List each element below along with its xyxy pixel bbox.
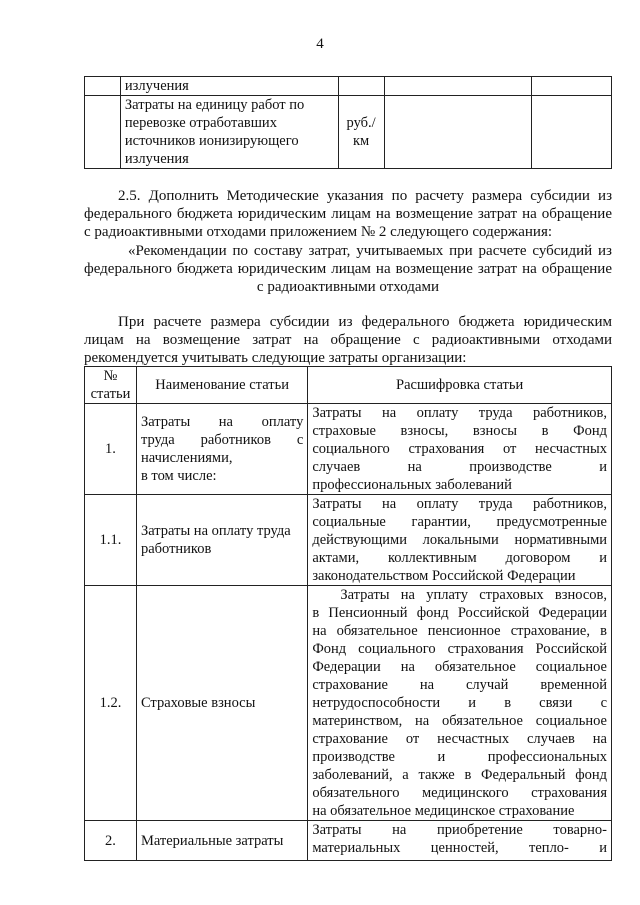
name-line: излучения <box>124 151 189 167</box>
unit-line: руб./ <box>346 115 376 131</box>
row-name: Затраты на оплату труда работников с начислениями, в том числе: <box>136 404 307 495</box>
item-name-cell <box>120 96 338 169</box>
name-line: перевозке отработавших <box>124 115 277 131</box>
paragraph-line: федерального бюджета юридическим лицам на возмещение затрат на обращение <box>84 206 612 222</box>
header-desc: Расшифровка статьи <box>308 367 612 404</box>
name-line: излучения <box>124 78 189 94</box>
item-name-cell <box>120 77 338 96</box>
paragraph-line: рекомендуется учитывать следующие затраты организации: <box>84 350 467 366</box>
row-desc: Затраты на приобретение товарно- материальных ценностей, тепло- и <box>308 821 612 861</box>
row-name: Материальные затраты <box>136 821 307 861</box>
row-desc: Затраты на оплату труда работников, страховые взносы, взносы в Фонд социального страхования от несчастных случаев на производстве и профессиональных заболеваний <box>308 404 612 495</box>
appendix-heading <box>84 242 612 296</box>
row-name: Затраты на оплату труда работников <box>136 495 307 586</box>
name-line: Затраты на единицу работ по <box>124 97 305 113</box>
table-row <box>85 821 612 861</box>
row-num: 1.2. <box>85 586 137 821</box>
name-line: источников ионизирующего <box>124 133 299 149</box>
paragraph-line: лицам на возмещение затрат на обращение с радиоактивными отходами <box>84 332 612 348</box>
page-number: 4 <box>316 36 324 52</box>
continuation-table <box>84 76 612 169</box>
table-row <box>85 96 612 169</box>
header-num: № статьи <box>85 367 137 404</box>
row-desc: Затраты на оплату труда работников, социальные гарантии, предусмотренные действующими локальными нормативными актами, коллективным договором и законодательством Российской Федерации <box>308 495 612 586</box>
table-row <box>85 77 612 96</box>
row-num: 1. <box>85 404 137 495</box>
row-desc: Затраты на уплату страховых взносов, в Пенсионный фонд Российской Федерации на обязательное пенсионное страхование, в Фонд социального страхования Российской Федерации на обязательное социальное страхование на случай временной нетрудоспособности и в связи с материнством, на обязательное социальное страхование от несчастных случаев на производстве и профессиональных заболеваний, а также в Федеральный фонд обязательного медицинского страхования на обязательное медицинское страхование <box>308 586 612 821</box>
table-row <box>85 495 612 586</box>
row-name: Страховые взносы <box>136 586 307 821</box>
table-row <box>85 404 612 495</box>
unit-line: км <box>352 133 370 149</box>
paragraph-line: с радиоактивными отходами приложением № 2 следующего содержания: <box>84 224 553 240</box>
row-num: 2. <box>85 821 137 861</box>
unit-cell <box>338 96 384 169</box>
heading-line: с радиоактивными отходами <box>256 279 440 295</box>
header-name: Наименование статьи <box>136 367 307 404</box>
paragraph-line: При расчете размера субсидии из федерального бюджета юридическим <box>118 314 612 330</box>
paragraph-line: 2.5. Дополнить Методические указания по расчету размера субсидии из <box>118 188 612 204</box>
heading-line: «Рекомендации по составу затрат, учитываемых при расчете субсидий из <box>128 243 612 259</box>
table-row <box>85 586 612 821</box>
row-num: 1.1. <box>85 495 137 586</box>
heading-line: федерального бюджета юридическим лицам на возмещение затрат на обращение <box>84 261 612 277</box>
intro-paragraph <box>84 313 612 367</box>
table-header-row <box>85 367 612 404</box>
cost-items-table <box>84 366 612 861</box>
paragraph-2-5 <box>84 187 612 241</box>
